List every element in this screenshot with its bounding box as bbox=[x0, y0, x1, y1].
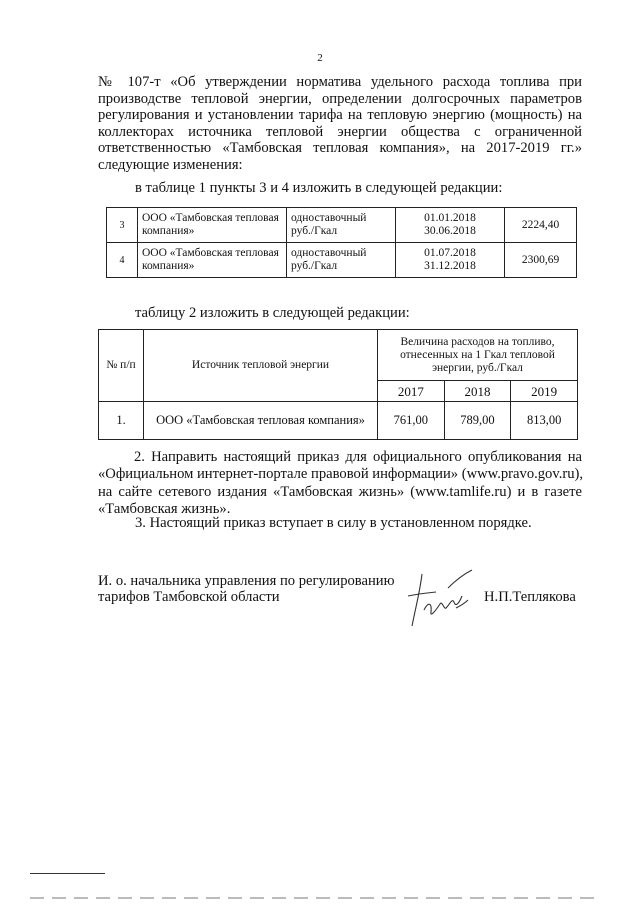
signatory-title bbox=[98, 573, 395, 605]
header-year: 2019 bbox=[511, 381, 578, 402]
handwritten-signature bbox=[398, 566, 480, 632]
table-row bbox=[107, 243, 577, 278]
cell-unit: одноставочный руб./Гкал bbox=[287, 243, 396, 278]
signatory-title-line: тарифов Тамбовской области bbox=[98, 589, 280, 605]
intro-line: коллекторах источника тепловой энергии общества с ограниченной bbox=[98, 123, 582, 140]
date-to: 31.12.2018 bbox=[424, 260, 476, 272]
cell-value: 789,00 bbox=[444, 402, 511, 440]
date-to: 30.06.2018 bbox=[424, 225, 476, 237]
table-2 bbox=[98, 329, 578, 440]
table-1 bbox=[106, 207, 577, 278]
intro-line: следующие изменения: bbox=[98, 156, 243, 173]
cell-value: 2300,69 bbox=[505, 243, 577, 278]
table2-intro: таблицу 2 изложить в следующей редакции: bbox=[135, 305, 410, 321]
intro-line: ответственностью «Тамбовская тепловая компания», на 2017-2019 гг.» bbox=[98, 140, 582, 157]
cell-value: 761,00 bbox=[378, 402, 445, 440]
cell-value: 813,00 bbox=[511, 402, 578, 440]
header-source: Источник тепловой энергии bbox=[144, 330, 378, 402]
cell-source: ООО «Тамбовская тепловая компания» bbox=[144, 402, 378, 440]
cell-org: ООО «Тамбовская тепловая компания» bbox=[138, 208, 287, 243]
page-number: 2 bbox=[317, 52, 323, 64]
item-2-paragraph bbox=[98, 449, 582, 518]
cell-value: 2224,40 bbox=[505, 208, 577, 243]
cell-num: 4 bbox=[107, 243, 138, 278]
table1-intro: в таблице 1 пункты 3 и 4 изложить в следующей редакции: bbox=[135, 180, 503, 196]
header-num: № п/п bbox=[99, 330, 144, 402]
header-year: 2018 bbox=[444, 381, 511, 402]
intro-line: регулирования и установлении тарифа на тепловую энергию (мощность) на bbox=[98, 107, 582, 124]
intro-line: производстве тепловой энергии, определении долгосрочных параметров bbox=[98, 90, 582, 107]
signatory-title-line: И. о. начальника управления по регулированию bbox=[98, 573, 395, 589]
footnote-divider bbox=[30, 873, 105, 874]
cell-dates bbox=[396, 243, 505, 278]
item-2-line: 2. Направить настоящий приказ для официального опубликования на bbox=[134, 449, 582, 465]
cell-org: ООО «Тамбовская тепловая компания» bbox=[138, 243, 287, 278]
header-year: 2017 bbox=[378, 381, 445, 402]
header-fuel-costs: Величина расходов на топливо, отнесенных на 1 Гкал тепловой энергии, руб./Гкал bbox=[378, 330, 578, 381]
signatory-name: Н.П.Теплякова bbox=[484, 589, 576, 605]
item-2-line: на сайте сетевого издания «Тамбовская жизнь» (www.tamlife.ru) и в газете bbox=[98, 483, 582, 500]
item-2-line: «Тамбовская жизнь». bbox=[98, 500, 231, 517]
item-2-line: «Официальном интернет-портале правовой информации» (www.pravo.gov.ru), bbox=[98, 466, 584, 483]
cell-unit: одноставочный руб./Гкал bbox=[287, 208, 396, 243]
intro-paragraph bbox=[98, 74, 582, 174]
date-from: 01.07.2018 bbox=[424, 247, 476, 259]
date-from: 01.01.2018 bbox=[424, 212, 476, 224]
scan-edge-marks bbox=[30, 897, 600, 899]
table-row bbox=[99, 402, 578, 440]
item-3-paragraph: 3. Настоящий приказ вступает в силу в установленном порядке. bbox=[135, 515, 532, 531]
table-row bbox=[107, 208, 577, 243]
cell-num: 3 bbox=[107, 208, 138, 243]
cell-dates bbox=[396, 208, 505, 243]
cell-num: 1. bbox=[99, 402, 144, 440]
intro-line: № 107-т «Об утверждении норматива удельного расхода топлива при bbox=[98, 74, 582, 90]
